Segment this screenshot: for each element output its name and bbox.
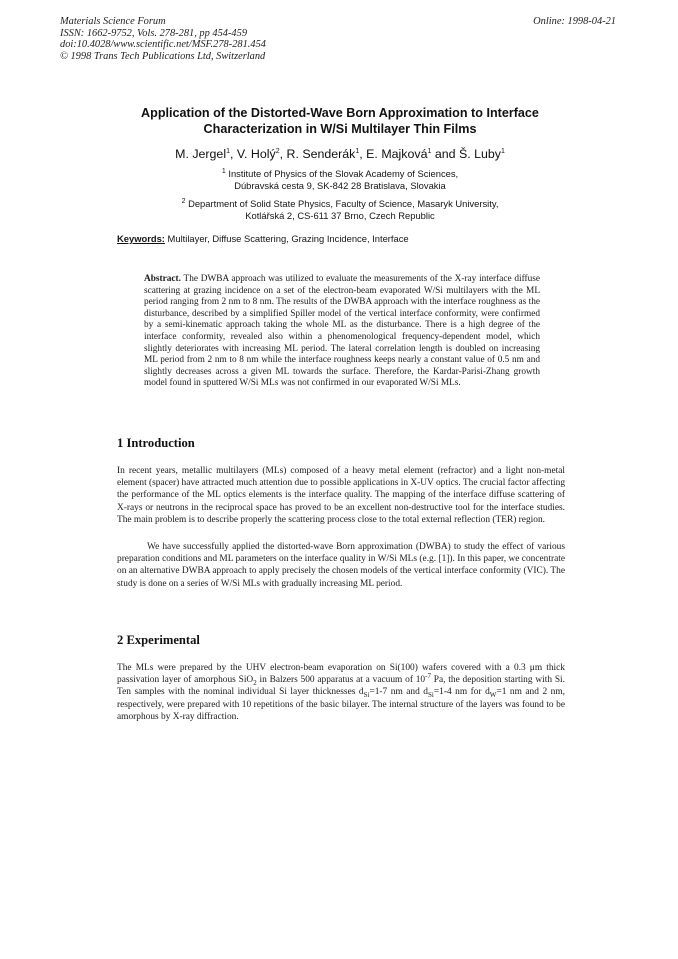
affiliation-address: Kotlářská 2, CS-611 37 Brno, Czech Republic <box>245 209 435 221</box>
keywords-label: Keywords: <box>117 233 165 244</box>
affiliation-line: Department of Solid State Physics, Faculty of Science, Masaryk University, <box>188 198 499 209</box>
affiliation-mark: 1 <box>221 167 226 175</box>
publication-info <box>60 16 266 62</box>
paper-title <box>100 106 580 137</box>
affiliation-mark: 1 <box>500 147 505 155</box>
title-line-2: Characterization in W/Si Multilayer Thin Films <box>203 121 477 136</box>
affiliation-mark: 1 <box>355 147 360 155</box>
title-line-1: Application of the Distorted-Wave Born Approximation to Interface <box>141 106 539 120</box>
abstract-label: Abstract. <box>144 274 181 284</box>
affiliation-1 <box>100 168 580 191</box>
keywords <box>117 233 409 244</box>
copyright-line: © 1998 Trans Tech Publications Ltd, Switzerland <box>60 50 266 62</box>
author: Š. Luby$^1$ <box>458 147 505 161</box>
author: E. Majková$^1$ and <box>366 147 459 161</box>
affiliation-mark: 1 <box>427 147 432 155</box>
affiliation-mark: 1 <box>226 147 230 155</box>
intro-paragraph-2: We have successfully applied the distorted-wave Born approximation (DWBA) to study the effect of various preparation conditions and ML parameters on the interface quality in W/Si MLs (e.g. [1]). In this paper, we concentrate on an alternative DWBA approach to apply precisely the chosen models of the vertical interface conformity (VIC). The study is done on a series of W/Si MLs with gradually increasing ML period. <box>117 542 565 589</box>
intro-paragraph-1: In recent years, metallic multilayers (MLs) composed of a heavy metal element (refractor) and a light non-metal element (spacer) have attracted much attention due to possible applications in X-UV optics. The crucial factor affecting the performance of the ML optics elements is the interface quality. The mapping of the interface diffuse scattering of X-rays or neutrons in the reciprocal space has proved to be an excellent non-destructive tool for the interface studies. The main problem is to describe properly the scattering process close to the total external reflection (TER) region. <box>117 466 566 525</box>
section-heading-experimental: 2 Experimental <box>117 633 200 647</box>
author: R. Senderák$^1$, <box>286 147 367 161</box>
journal-name: Materials Science Forum <box>60 16 166 27</box>
author-list <box>100 146 580 162</box>
keywords-text: Multilayer, Diffuse Scattering, Grazing Incidence, Interface <box>167 233 409 244</box>
abstract <box>144 274 540 390</box>
issn-line: ISSN: 1662-9752, Vols. 278-281, pp 454-459 <box>60 27 248 39</box>
affiliation-2 <box>100 198 580 221</box>
abstract-text: The DWBA approach was utilized to evaluate the measurements of the X-ray interface diffuse scattering at grazing incidence on a set of the electron-beam evaporated W/Si multilayers with the ML period ranging from 2 nm to 8 nm. The results of the DWBA approach with the interface roughness as the disturbance, described by a simplified Spiller model of the vertical interface conformity, were confirmed by a semi-kinematic approach taking the whole ML as the disturbance. There is a high degree of the interface conformity, revealed also within a phenomenological frequency-dependent model, which slightly deteriorates with increasing ML period. The lateral correlation length is doubled on increasing ML period from 2 nm to 8 nm while the interface roughness keeps nearly a constant value of 0.5 nm and slightly decreases across a given ML towards the surface. Therefore, the Kardar-Parisi-Zhang growth model found in sputtered W/Si MLs was not confirmed in our evaporated W/Si MLs. <box>144 274 540 389</box>
experimental-paragraph: The MLs were prepared by the UHV electron-beam evaporation on Si(100) wafers covered with a 0.3 μm thick passivation layer of amorphous SiO$_2$ in Balzers 500 apparatus at a vacuum of $10^{-7}$ Pa, the deposition starting with Si. Ten samples with the nominal individual Si layer thicknesses $d_{Si}=1-7$ nm and $d_{Si}=1-4$ nm for $d_W=1$ nm and 2 nm, respectively, were prepared with 10 repetitions of the basic bilayer. The internal structure of the layers was found to be amorphous by X-ray diffraction. <box>117 663 565 722</box>
author: V. Holý$^2$, <box>236 147 287 161</box>
author: M. Jergel$^1$, <box>175 147 237 161</box>
affiliation-line: Institute of Physics of the Slovak Academy of Sciences, <box>228 168 459 179</box>
section-heading-introduction: 1 Introduction <box>117 436 195 450</box>
doi-line: doi:10.4028/www.scientific.net/MSF.278-281.454 <box>60 39 266 51</box>
affiliation-mark: 2 <box>275 147 280 155</box>
affiliation-address: Dúbravská cesta 9, SK-842 28 Bratislava, Slovakia <box>234 179 446 191</box>
online-date: Online: 1998-04-21 <box>533 16 616 27</box>
affiliation-mark: 2 <box>181 197 186 205</box>
